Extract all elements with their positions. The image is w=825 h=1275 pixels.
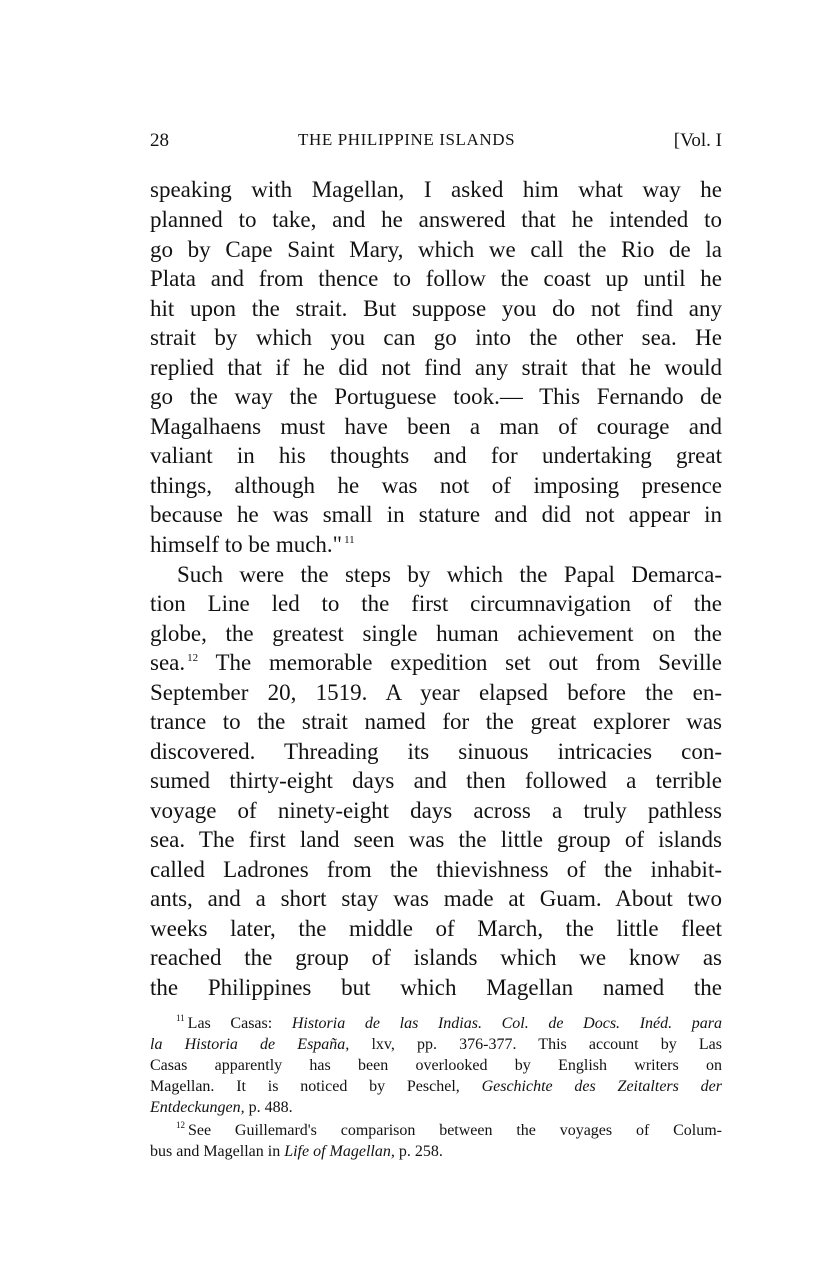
volume-label: [Vol. I — [673, 130, 722, 151]
text-line: because he was small in stature and did not appear in — [150, 502, 722, 527]
italic-title: Geschichte des Zeitalters der — [481, 1078, 722, 1095]
text-line: ants, and a short stay was made at Guam. About two — [150, 886, 722, 911]
footnote-line — [150, 1097, 722, 1118]
text-fragment: Las Casas: — [187, 1015, 292, 1032]
text-line: weeks later, the middle of March, the little fleet — [150, 916, 722, 941]
text-line: voyage of ninety-eight days across a truly pathless — [150, 798, 722, 823]
text-line: trance to the strait named for the great explorer was — [150, 709, 722, 734]
text-line: speaking with Magellan, I asked him what way he — [150, 177, 722, 202]
footnote-line — [150, 1034, 722, 1055]
text-line: called Ladrones from the thievishness of the inhabit- — [150, 857, 722, 882]
text-line: tion Line led to the first circumnavigation of the — [150, 591, 722, 616]
footnote-marker: 12 — [176, 1120, 185, 1130]
italic-title: Life of Magellan, — [284, 1143, 395, 1160]
text-line: valiant in his thoughts and for undertaking great — [150, 443, 722, 468]
text-line: sea. The first land seen was the little group of islands — [150, 827, 722, 852]
text-line: sumed thirty-eight days and then followed a terrible — [150, 768, 722, 793]
text-line: things, although he was not of imposing presence — [150, 473, 722, 498]
italic-title: la Historia de España, — [150, 1036, 350, 1053]
text-fragment: bus and Magellan in — [150, 1143, 285, 1160]
footnote-line — [176, 1013, 722, 1034]
text-line: planned to take, and he answered that he intended to — [150, 207, 722, 232]
text-line: the Philippines but which Magellan named the — [150, 975, 722, 1000]
footnote-line — [176, 1120, 722, 1141]
page-number: 28 — [150, 130, 169, 151]
running-header — [150, 126, 722, 156]
text-line: replied that if he did not find any strait that he would — [150, 355, 722, 380]
text-fragment: lxv, pp. 376-377. This account by Las — [349, 1036, 723, 1053]
text-fragment: The memorable expedition set out from Seville — [198, 650, 722, 675]
text-line — [150, 648, 722, 678]
italic-title: Entdeckungen, — [150, 1099, 245, 1116]
footnote-line: Casas apparently has been overlooked by English writers on — [150, 1057, 722, 1074]
text-line: go by Cape Saint Mary, which we call the Rio de la — [150, 237, 722, 262]
text-line — [150, 530, 722, 560]
italic-title: Historia de las Indias. Col. de Docs. Inéd. para — [291, 1015, 723, 1032]
text-line: Magalhaens must have been a man of courage and — [150, 414, 722, 439]
footnote-line — [150, 1141, 722, 1162]
text-line: hit upon the strait. But suppose you do not find any — [150, 296, 722, 321]
text-fragment: sea. — [150, 650, 186, 675]
text-fragment: himself to be much." — [150, 532, 343, 557]
text-line: discovered. Threading its sinuous intricacies con- — [150, 739, 722, 764]
text-line: reached the group of islands which we know as — [150, 945, 722, 970]
text-fragment: Magellan. It is noticed by Peschel, — [150, 1078, 482, 1095]
text-line: strait by which you can go into the other sea. He — [150, 325, 722, 350]
running-title: THE PHILIPPINE ISLANDS — [298, 130, 516, 149]
footnote-marker: 11 — [176, 1013, 185, 1023]
text-line: September 20, 1519. A year elapsed before the en- — [150, 680, 722, 705]
footnote-ref-12: 12 — [187, 652, 199, 664]
text-fragment: See Guillemard's comparison between the voyages of Colum- — [188, 1122, 722, 1139]
text-fragment: p. 488. — [244, 1099, 293, 1116]
text-line: globe, the greatest single human achievement on the — [150, 621, 722, 646]
text-fragment: p. 258. — [394, 1143, 443, 1160]
text-line: Plata and from thence to follow the coast up until he — [150, 266, 722, 291]
footnote-line — [150, 1076, 722, 1097]
text-line: Such were the steps by which the Papal Demarca- — [177, 562, 722, 587]
text-line: go the way the Portuguese took.— This Fernando de — [150, 384, 722, 409]
footnote-ref-11: 11 — [344, 534, 355, 546]
